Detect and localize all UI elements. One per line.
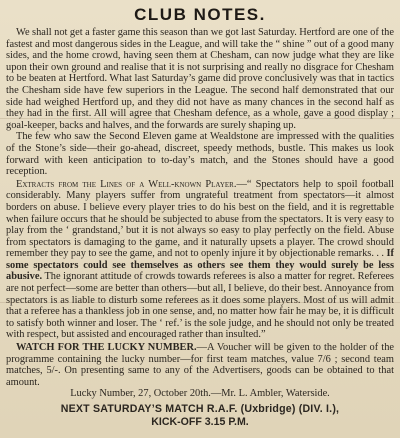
next-match: NEXT SATURDAY’S MATCH R.A.F. (Uxbridge) (DIV. I.),	[60, 403, 340, 416]
kickoff-time: KICK-OFF 3.15 P.M.	[151, 415, 249, 428]
paper-fold	[0, 118, 400, 119]
lucky-number-paragraph	[6, 342, 394, 388]
extracts-heading: Extracts from the Lines of a Well-known Player.	[16, 178, 237, 190]
paper-fold	[0, 302, 400, 303]
hertford-paragraph: We shall not get a faster game this season than we got last Saturday. Hertford are one of the fastest and most dangerous sides in the League, and will take the “ shine ” out of a good many sides, and the home crowd, having seen them at Chesham, can now judge what they are like upon their own ground and realise that it is not surprising and really no disgrace for Chesham to be beaten at Hertford. What last Saturday’s game did prove conclusively was that in tactics the Chesham side have few superiors in the League. The second half demonstrated that our side had weighed Hertford up, and they did not have as many chances in the second half as they had in the first. All will agree that Chesham defence, as a whole, gave a good display ; goal-keeper, backs and halves, and the forwards are surely shaping up.	[6, 27, 394, 131]
extracts-text-b: The ignorant attitude of crowds towards referees is also a matter for regret. Referees are not perfect—some are better than others—but all, I believe, do their best. Annoyance from spectators is as liable to disturb some referees as it does some players. Most of us will admit that a referee has a thankless job in one sense, and, no matter how fair he may be, it is difficult to satisfy both winner and loser. The ‘ ref.’ is the sole judge, and he should not only be treated with respect, but assisted and encouraged rather than insulted.”	[6, 271, 394, 341]
second-eleven-paragraph: The few who saw the Second Eleven game at Wealdstone are impressed with the qualities of the Stone’s side—their go-ahead, discreet, speedy methods, bustle. This makes us look forward with keen anticipation to to-day’s match, and the Stones should have a good reception.	[6, 131, 394, 178]
extracts-text-a: —“ Spectators help to spoil football considerably. Many players suffer from ungrateful treatment from spectators—it almost borders on abuse. I believe every player tries to do his best on the field, and it is regrettable when failure occurs that he should be subjected to abuse from the spectators. It is very easy to play from the ‘ grandstand,’ but it is not always so easy to play perfectly on the field. Abuse from spectators is damaging to the game, and it naturally upsets a player. The crowd should remember they pay to see the game, and not to openly injure it by objectionable remarks. . .	[6, 178, 394, 260]
lucky-number-winner: Lucky Number, 27, October 20th.—Mr. L. Ambler, Waterside.	[70, 388, 330, 400]
page-title: CLUB NOTES.	[134, 5, 266, 24]
extracts-bold-text: If some spectators could see themselves as others see them they would surely be less abusive.	[6, 248, 394, 283]
extracts-paragraph	[6, 179, 394, 341]
lucky-number-text: —A Voucher will be given to the holder of the programme containing the lucky number—for first team matches, value 7/6 ; second team matches, 5/-. On presenting same to any of the Advertisers, goods can be obtained to that amount.	[6, 342, 394, 388]
lucky-number-heading: WATCH FOR THE LUCKY NUMBER.	[16, 342, 197, 354]
